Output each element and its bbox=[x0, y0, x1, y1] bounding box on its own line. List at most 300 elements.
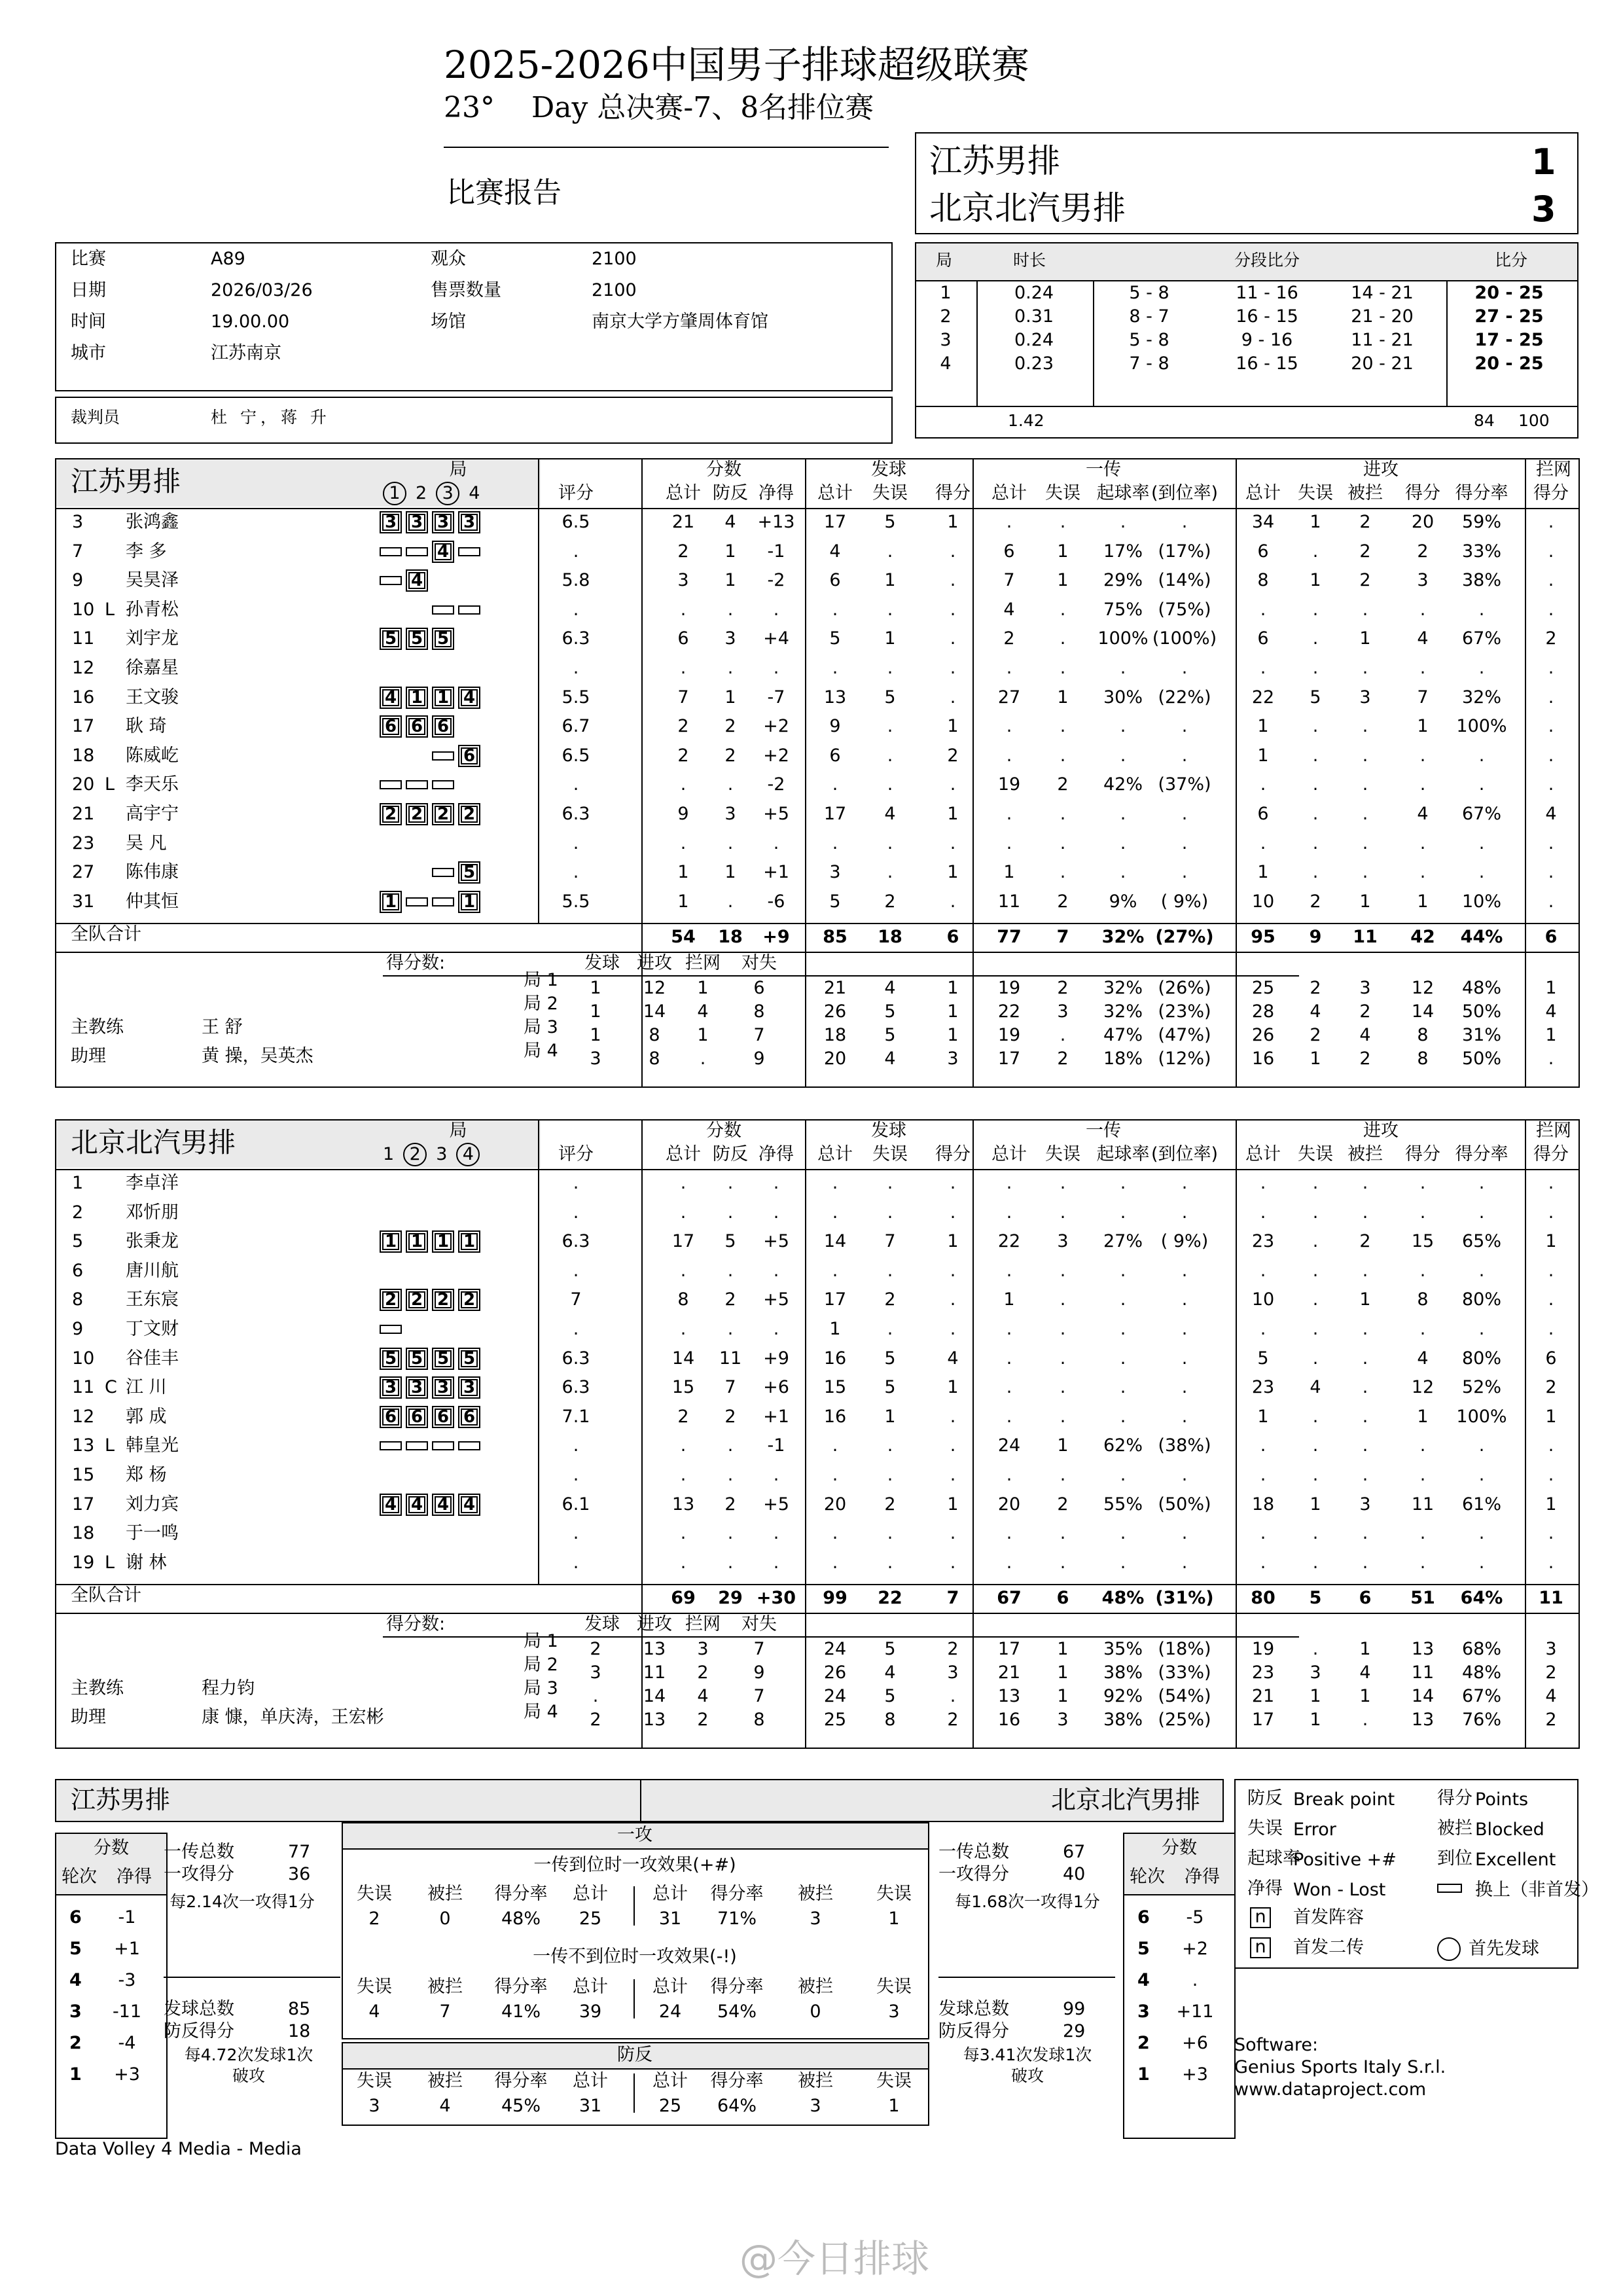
bp-value: 1 bbox=[888, 2096, 900, 2116]
stat-cell: 13 bbox=[671, 1494, 695, 1515]
good-value: 48% bbox=[501, 1909, 541, 1929]
set-stat: 9 bbox=[753, 1049, 765, 1069]
team-total-cell: 22 bbox=[878, 1588, 902, 1609]
stat-cell: 1 bbox=[724, 570, 736, 591]
rotation-sub: 净得 bbox=[116, 1867, 152, 1887]
info-label: 售票数量 bbox=[431, 280, 501, 300]
player-name: 江 川 bbox=[126, 1377, 167, 1398]
set-stat: 2 bbox=[590, 1710, 601, 1731]
stat-cell: . bbox=[1312, 716, 1319, 737]
stat-cell: . bbox=[887, 1173, 893, 1193]
stat-cell: 6 bbox=[1003, 541, 1015, 562]
set-stat: 3 bbox=[590, 1049, 601, 1069]
set-stat: 4 bbox=[884, 1662, 896, 1683]
stat-cell: . bbox=[1548, 541, 1554, 562]
player-number: 18 bbox=[72, 1523, 95, 1544]
player-number: 23 bbox=[72, 833, 95, 853]
set-stat: 3 bbox=[1057, 1710, 1069, 1731]
set-stat: . bbox=[1548, 1049, 1554, 1069]
legend-key: 失误 bbox=[1247, 1818, 1283, 1839]
set-stat: 4 bbox=[697, 1001, 709, 1022]
set-4-marker: 4 bbox=[456, 1143, 480, 1166]
stat-cell: . bbox=[680, 1260, 687, 1281]
set-stat: 21 bbox=[1251, 1686, 1275, 1707]
set-stat: 13 bbox=[1411, 1710, 1435, 1731]
good-head: 得分率 bbox=[494, 1884, 548, 1904]
zone-marker: 6 bbox=[406, 715, 428, 738]
stat-cell: 5 bbox=[884, 1348, 896, 1369]
home-set-count: 1 bbox=[1531, 141, 1556, 183]
stat-cell: 1 bbox=[1417, 891, 1429, 912]
stat-cell: 6.7 bbox=[562, 716, 590, 737]
stat-cell: 18 bbox=[1251, 1494, 1275, 1515]
stat-cell: . bbox=[1260, 1202, 1266, 1223]
bp-head: 得分率 bbox=[494, 2071, 548, 2091]
stat-cell: . bbox=[773, 1523, 779, 1544]
set-label: 局 1 bbox=[524, 1631, 558, 1652]
stat-cell: . bbox=[832, 1260, 838, 1281]
stat-cell: -6 bbox=[767, 891, 785, 912]
zone-marker: 1 bbox=[432, 1230, 454, 1253]
rotation-net: +2 bbox=[1182, 1939, 1208, 1959]
stat-cell: 5 bbox=[829, 891, 841, 912]
assistant-names: 康 慷，单庆涛，王宏彬 bbox=[202, 1707, 384, 1728]
player-name: 陈威屹 bbox=[126, 745, 179, 766]
stat-cell: . bbox=[727, 1552, 734, 1573]
home-srv-total: 85 bbox=[288, 1999, 311, 2019]
set-stat: 2 bbox=[697, 1710, 709, 1731]
stat-cell: 3 bbox=[1057, 1231, 1069, 1252]
col-set: 局 bbox=[449, 1121, 467, 1141]
set-stat: 2 bbox=[1545, 1710, 1557, 1731]
stat-cell: -1 bbox=[767, 541, 785, 562]
team-total-cell: 67 bbox=[997, 1588, 1022, 1609]
stat-cell: 2 bbox=[1057, 891, 1069, 912]
stat-cell: . bbox=[1362, 1465, 1368, 1485]
stat-cell: . bbox=[773, 1260, 779, 1281]
stat-cell: (37%) bbox=[1158, 774, 1211, 795]
set-stat: 2 bbox=[1545, 1662, 1557, 1683]
stat-cell: 1 bbox=[677, 891, 689, 912]
set-stat: 13 bbox=[643, 1639, 666, 1660]
zone-marker: 6 bbox=[458, 745, 480, 767]
set-stat: 2 bbox=[697, 1662, 709, 1683]
set-stat: 24 bbox=[823, 1686, 847, 1707]
set-stat: 67% bbox=[1461, 1686, 1501, 1707]
stat-cell: . bbox=[1120, 1552, 1126, 1573]
stat-cell: 1 bbox=[724, 862, 736, 883]
stat-cell: 2 bbox=[1359, 1231, 1371, 1252]
stat-cell: . bbox=[1548, 1202, 1554, 1223]
set-number: 2 bbox=[940, 306, 952, 327]
stat-cell: . bbox=[1060, 658, 1066, 678]
bad-value: 4 bbox=[368, 2001, 380, 2022]
team-total-cell: +30 bbox=[756, 1588, 796, 1609]
stat-cell: . bbox=[1006, 1348, 1012, 1369]
bad-value: 0 bbox=[810, 2001, 821, 2022]
stat-cell: . bbox=[1478, 1523, 1485, 1544]
stat-cell: . bbox=[680, 1319, 687, 1339]
info-value: 南京大学方肇周体育馆 bbox=[592, 312, 768, 332]
zone-marker: 4 bbox=[406, 569, 428, 592]
stat-cell: 24 bbox=[997, 1435, 1021, 1456]
set-stat: 17 bbox=[1251, 1710, 1275, 1731]
stat-cell: . bbox=[773, 1173, 779, 1193]
stat-cell: . bbox=[1120, 658, 1126, 678]
team-total-cell: 99 bbox=[823, 1588, 847, 1609]
col-sub-5: 失误 bbox=[872, 483, 908, 503]
stat-cell: . bbox=[1362, 1377, 1368, 1398]
stat-cell: . bbox=[1548, 1260, 1554, 1281]
zone-marker: 3 bbox=[458, 511, 480, 533]
stat-cell: 67% bbox=[1461, 628, 1501, 649]
stat-cell: . bbox=[1060, 1289, 1066, 1310]
stat-cell: 80% bbox=[1461, 1289, 1501, 1310]
set-circles bbox=[383, 482, 489, 505]
zone-marker bbox=[406, 897, 428, 906]
stat-cell: 20 bbox=[997, 1494, 1021, 1515]
set-stat: 8 bbox=[753, 1710, 765, 1731]
set-stat: . bbox=[1060, 1025, 1066, 1046]
stat-cell: 21 bbox=[671, 512, 695, 532]
away-bp-label: 防反得分 bbox=[938, 2021, 1009, 2041]
set-stat: 3 bbox=[947, 1049, 959, 1069]
stat-cell: . bbox=[950, 833, 956, 853]
stat-cell: 2 bbox=[677, 541, 689, 562]
team-total-label: 全队合计 bbox=[71, 924, 141, 945]
team-total-cell: (31%) bbox=[1155, 1588, 1214, 1609]
stat-cell: 6.3 bbox=[562, 1348, 590, 1369]
stat-cell: . bbox=[1006, 745, 1012, 766]
points-col: 进攻 bbox=[637, 953, 672, 974]
legend-key: 起球率 bbox=[1247, 1848, 1300, 1869]
stat-cell: . bbox=[1181, 745, 1188, 766]
stat-cell: 5.5 bbox=[562, 687, 590, 708]
stat-cell: 1 bbox=[1545, 1494, 1557, 1515]
starting-marker-icon: n bbox=[1250, 1937, 1271, 1958]
stat-cell: 23 bbox=[1251, 1377, 1275, 1398]
zone-marker: 3 bbox=[406, 511, 428, 533]
stat-cell: 55% bbox=[1103, 1494, 1143, 1515]
round-line: 23° Day 总决赛-7、8名排位赛 bbox=[444, 91, 874, 124]
zone-marker bbox=[380, 780, 402, 789]
set-stat: 8 bbox=[649, 1049, 660, 1069]
stat-cell: 16 bbox=[823, 1406, 847, 1427]
set-stat: 18 bbox=[823, 1025, 847, 1046]
stat-cell: . bbox=[573, 1435, 579, 1456]
away-bp-note: 每3.41次发球1次破攻 bbox=[963, 2045, 1092, 2085]
good-value: 3 bbox=[810, 1909, 821, 1929]
away-fa-note: 每1.68次一攻得1分 bbox=[955, 1892, 1100, 1911]
stat-cell: 1 bbox=[1310, 512, 1321, 532]
stat-cell: . bbox=[573, 774, 579, 795]
set-2-marker: 2 bbox=[403, 1143, 427, 1166]
stat-cell: . bbox=[1362, 1202, 1368, 1223]
player-number: 6 bbox=[72, 1260, 84, 1281]
stat-cell: . bbox=[950, 1319, 956, 1339]
bp-value: 31 bbox=[579, 2096, 602, 2116]
player-name: 徐嘉星 bbox=[126, 658, 179, 678]
stat-cell: . bbox=[1181, 512, 1188, 532]
stat-cell: 23 bbox=[1251, 1231, 1275, 1252]
stat-cell: . bbox=[727, 774, 734, 795]
player-zones bbox=[380, 713, 458, 740]
rotation-net: +1 bbox=[114, 1939, 140, 1959]
stat-cell: 11 bbox=[1411, 1494, 1435, 1515]
stat-cell: 2 bbox=[724, 1494, 736, 1515]
player-name: 王文骏 bbox=[126, 687, 179, 708]
bad-head: 总计 bbox=[573, 1977, 608, 1997]
stat-cell: 80% bbox=[1461, 1348, 1501, 1369]
player-number: 20 bbox=[72, 774, 95, 795]
stat-cell: . bbox=[832, 833, 838, 853]
stat-cell: 65% bbox=[1461, 1231, 1501, 1252]
bad-value: 54% bbox=[717, 2001, 757, 2022]
team-total-cell: 85 bbox=[823, 927, 847, 948]
stat-cell: . bbox=[887, 658, 893, 678]
team-total-cell: 7 bbox=[1056, 927, 1069, 948]
team-total-cell: 29 bbox=[718, 1588, 743, 1609]
sets-h-score: 比分 bbox=[1495, 251, 1528, 270]
col-sub-9: 起球率 bbox=[1096, 483, 1150, 503]
stat-cell: . bbox=[1419, 1435, 1426, 1456]
stat-cell: 7 bbox=[724, 1377, 736, 1398]
stat-cell: . bbox=[1548, 833, 1554, 853]
bad-pass-title: 一传不到位时一攻效果(-!) bbox=[533, 1946, 737, 1967]
stat-cell: 8 bbox=[677, 1289, 689, 1310]
set-stat: 4 bbox=[1359, 1025, 1371, 1046]
player-number: 15 bbox=[72, 1465, 95, 1485]
col-sub-9: 起球率 bbox=[1096, 1144, 1150, 1164]
stat-cell: . bbox=[1548, 570, 1554, 591]
player-zones bbox=[380, 859, 484, 886]
set-stat: . bbox=[950, 1686, 956, 1707]
set-number: 4 bbox=[940, 353, 952, 374]
stat-cell: 1 bbox=[1057, 687, 1069, 708]
zone-marker: 1 bbox=[380, 1230, 402, 1253]
zone-marker bbox=[458, 547, 480, 556]
zone-marker bbox=[380, 1441, 402, 1450]
stat-cell: . bbox=[1312, 1406, 1319, 1427]
bad-head: 得分率 bbox=[494, 1977, 548, 1997]
away-team-name: 北京北汽男排 bbox=[929, 189, 1126, 227]
rotation-number: 2 bbox=[69, 2033, 82, 2053]
bad-value: 24 bbox=[658, 2001, 682, 2022]
set-label: 局 4 bbox=[524, 1041, 558, 1062]
stat-cell: +13 bbox=[757, 512, 795, 532]
stat-cell: (22%) bbox=[1158, 687, 1211, 708]
stat-cell: 1 bbox=[1257, 745, 1269, 766]
team-total-cell: 77 bbox=[997, 927, 1022, 948]
stat-cell: . bbox=[1181, 1406, 1188, 1427]
stat-cell: 15 bbox=[1411, 1231, 1435, 1252]
stat-cell: . bbox=[832, 1173, 838, 1193]
stat-cell: . bbox=[1260, 833, 1266, 853]
zone-marker bbox=[458, 1441, 480, 1450]
points-col: 发球 bbox=[584, 1614, 620, 1635]
stat-cell: +5 bbox=[763, 1494, 789, 1515]
zone-marker: 1 bbox=[432, 687, 454, 709]
col-sub-6: 得分 bbox=[935, 1144, 971, 1164]
stat-cell: . bbox=[1362, 1523, 1368, 1544]
first-attack-title: 一攻 bbox=[617, 1825, 652, 1845]
stat-cell: . bbox=[1362, 833, 1368, 853]
stat-cell: . bbox=[1362, 1406, 1368, 1427]
set-partial-16: 16 - 15 bbox=[1236, 353, 1298, 374]
set-stat: 32% bbox=[1103, 1001, 1143, 1022]
stat-cell: . bbox=[680, 1523, 687, 1544]
team-total-cell: 5 bbox=[1309, 1588, 1322, 1609]
zone-marker: 2 bbox=[458, 803, 480, 825]
libero-captain-flag: L bbox=[105, 1552, 115, 1573]
break-point-title: 防反 bbox=[617, 2045, 652, 2065]
stat-cell: . bbox=[1120, 1260, 1126, 1281]
set-stat: 13 bbox=[1411, 1639, 1435, 1660]
stat-cell: . bbox=[1006, 1202, 1012, 1223]
bp-value: 45% bbox=[501, 2096, 541, 2116]
player-number: 11 bbox=[72, 628, 95, 649]
set-partial-8: 5 - 8 bbox=[1129, 283, 1169, 303]
player-number: 7 bbox=[72, 541, 84, 562]
stat-cell: . bbox=[832, 774, 838, 795]
set-stat: 48% bbox=[1461, 1662, 1501, 1683]
player-name: 张秉龙 bbox=[126, 1231, 179, 1252]
good-pass-title: 一传到位时一攻效果(+#) bbox=[533, 1855, 736, 1875]
zone-marker: 5 bbox=[406, 628, 428, 650]
player-name: 唐川航 bbox=[126, 1260, 179, 1281]
stat-cell: 1 bbox=[884, 628, 896, 649]
stat-cell: . bbox=[1006, 1406, 1012, 1427]
bp-head: 被拦 bbox=[427, 2071, 463, 2091]
info-label: 比赛 bbox=[71, 249, 106, 269]
stat-cell: . bbox=[1419, 1260, 1426, 1281]
set-stat: 1 bbox=[1310, 1686, 1321, 1707]
stat-cell: 33% bbox=[1461, 541, 1501, 562]
player-zones bbox=[380, 1287, 484, 1313]
coach-name: 王 舒 bbox=[202, 1017, 243, 1038]
stat-cell: 1 bbox=[1310, 1494, 1321, 1515]
player-number: 12 bbox=[72, 658, 95, 678]
stat-cell: . bbox=[1548, 716, 1554, 737]
stat-cell: . bbox=[1362, 1552, 1368, 1573]
stat-cell: 4 bbox=[829, 541, 841, 562]
stat-cell: . bbox=[1312, 1348, 1319, 1369]
points-label: 得分数: bbox=[386, 953, 446, 974]
zone-marker: 5 bbox=[380, 628, 402, 650]
stat-cell: . bbox=[727, 1435, 734, 1456]
set-1-marker: 1 bbox=[383, 482, 406, 505]
set-stat: 3 bbox=[697, 1639, 709, 1660]
stat-cell: 2 bbox=[1359, 512, 1371, 532]
referee-names: 杜 宁，蒋 升 bbox=[211, 408, 330, 427]
zone-marker: 3 bbox=[406, 1376, 428, 1399]
stat-cell: 9% bbox=[1109, 891, 1137, 912]
stat-cell: 11 bbox=[997, 891, 1021, 912]
stat-cell: 1 bbox=[947, 1494, 959, 1515]
stat-cell: 1 bbox=[724, 541, 736, 562]
stat-cell: . bbox=[1120, 1173, 1126, 1193]
team-total-cell: 7 bbox=[946, 1588, 959, 1609]
col-block: 拦网 bbox=[1536, 459, 1571, 480]
stat-cell: 17 bbox=[671, 1231, 695, 1252]
watermark: @今日排球 bbox=[740, 2236, 930, 2281]
stat-cell: . bbox=[832, 1552, 838, 1573]
stat-cell: . bbox=[887, 862, 893, 883]
set-partial-16: 11 - 16 bbox=[1236, 283, 1298, 303]
set-stat: 4 bbox=[1545, 1686, 1557, 1707]
stat-cell: . bbox=[1181, 716, 1188, 737]
col-sub-14: 得分 bbox=[1405, 483, 1440, 503]
set-stat: 47% bbox=[1103, 1025, 1143, 1046]
team-total-cell: 42 bbox=[1410, 927, 1435, 948]
bad-head: 失误 bbox=[876, 1977, 912, 1997]
good-head: 被拦 bbox=[798, 1884, 833, 1904]
stat-cell: . bbox=[950, 1406, 956, 1427]
team-total-cell: 11 bbox=[1539, 1588, 1563, 1609]
points-col: 对失 bbox=[741, 1614, 777, 1635]
set-score: 20 - 25 bbox=[1474, 283, 1544, 303]
player-number: 31 bbox=[72, 891, 95, 912]
stat-cell: 12 bbox=[1411, 1377, 1435, 1398]
set-stat: 1 bbox=[1057, 1662, 1069, 1683]
stat-cell: . bbox=[887, 1552, 893, 1573]
player-number: 9 bbox=[72, 1319, 84, 1339]
stat-cell: . bbox=[727, 658, 734, 678]
stat-cell: 2 bbox=[1310, 891, 1321, 912]
stat-cell: 8 bbox=[1417, 1289, 1429, 1310]
stat-cell: . bbox=[573, 1260, 579, 1281]
legend-desc: Positive +# bbox=[1293, 1850, 1397, 1870]
zone-marker: 6 bbox=[380, 715, 402, 738]
team-name: 江苏男排 bbox=[71, 465, 181, 497]
set-stat: . bbox=[1362, 1710, 1368, 1731]
stat-cell: 100% bbox=[1456, 716, 1507, 737]
zone-marker: 6 bbox=[432, 1406, 454, 1428]
bp-value: 64% bbox=[717, 2096, 757, 2116]
set-stat: 19 bbox=[997, 978, 1021, 999]
stat-cell: 17 bbox=[823, 804, 847, 824]
stat-cell: . bbox=[727, 891, 734, 912]
col-attack: 进攻 bbox=[1363, 1121, 1399, 1141]
first-serve-circle-icon bbox=[1437, 1937, 1461, 1961]
stat-cell: 4 bbox=[884, 804, 896, 824]
zone-marker bbox=[432, 897, 454, 906]
team-total-cell: 11 bbox=[1353, 927, 1378, 948]
good-head: 得分率 bbox=[710, 1884, 764, 1904]
bad-head: 失误 bbox=[357, 1977, 392, 1997]
stat-cell: . bbox=[1548, 891, 1554, 912]
set-score: 17 - 25 bbox=[1474, 330, 1544, 350]
stat-cell: . bbox=[1478, 833, 1485, 853]
player-name: 刘力宾 bbox=[126, 1494, 179, 1515]
stat-cell: 100% bbox=[1097, 628, 1149, 649]
zone-marker: 2 bbox=[432, 803, 454, 825]
stat-cell: +1 bbox=[763, 862, 789, 883]
player-number: 17 bbox=[72, 1494, 95, 1515]
set-duration: 0.24 bbox=[1014, 283, 1054, 303]
good-head: 总计 bbox=[573, 1884, 608, 1904]
stat-cell: . bbox=[773, 1465, 779, 1485]
set-stat: 16 bbox=[997, 1710, 1021, 1731]
col-sub-7: 总计 bbox=[991, 1144, 1027, 1164]
stat-cell: +1 bbox=[763, 1406, 789, 1427]
set-stat: 50% bbox=[1461, 1049, 1501, 1069]
set-stat: 4 bbox=[1359, 1662, 1371, 1683]
zone-marker bbox=[432, 868, 454, 877]
zone-marker: 3 bbox=[432, 511, 454, 533]
stat-cell: . bbox=[727, 1465, 734, 1485]
stat-cell: . bbox=[1478, 862, 1485, 883]
